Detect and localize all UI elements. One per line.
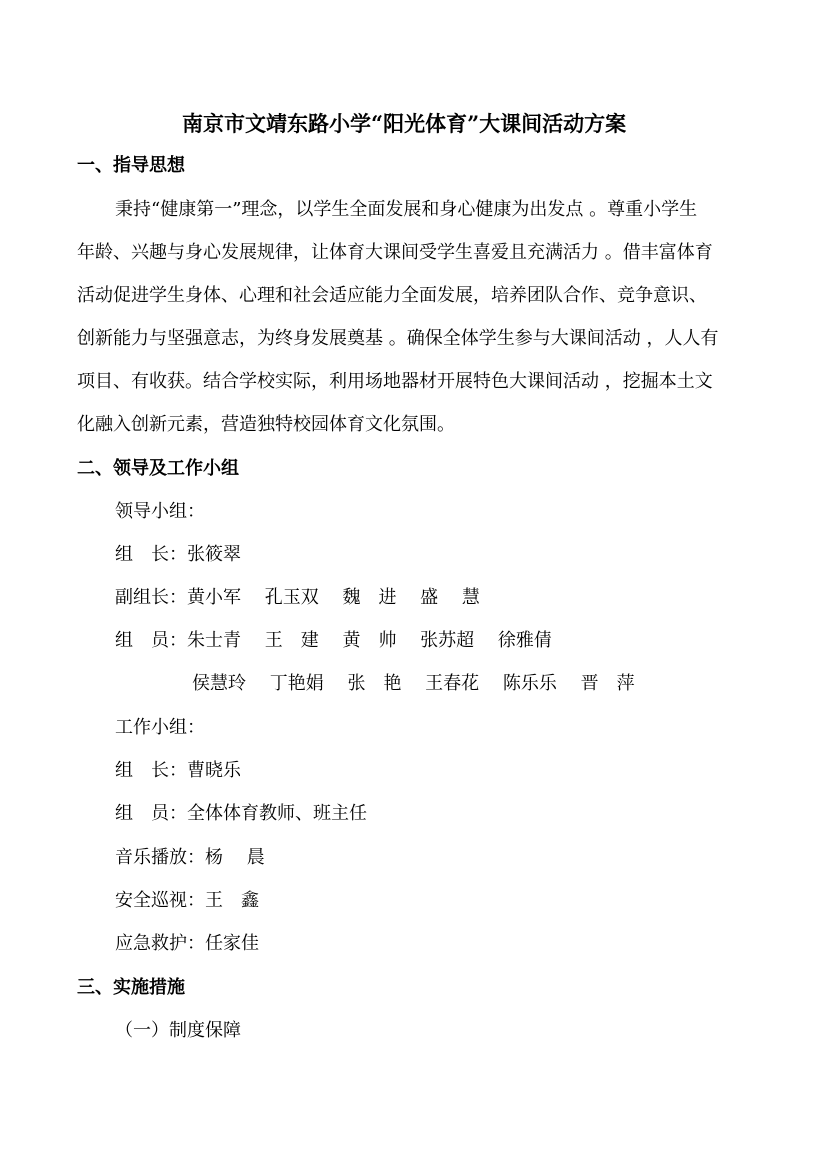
paragraph-line: 项目、有收获。结合学校实际，利用场地器材开展特色大课间活动 ，挖掘本土文 (77, 371, 713, 392)
paragraph-line: 创新能力与坚强意志，为终身发展奠基 。确保全体学生参与大课间活动 ，人人有 (77, 328, 719, 349)
music-line: 音乐播放：杨 晨 (115, 847, 265, 868)
paragraph-line: 秉持“健康第一”理念，以学生全面发展和身心健康为出发点 。尊重小学生 (115, 199, 698, 220)
paragraph-line: 年龄、兴趣与身心发展规律，让体育大课间受学生喜爱且充满活力 。借丰富体育 (77, 242, 713, 263)
leader-group-label: 领导小组： (115, 501, 205, 522)
paragraph-line: 化融入创新元素，营造独特校园体育文化氛围。 (77, 414, 455, 435)
subsection-heading: （一）制度保障 (115, 1020, 241, 1041)
work-members-line: 组 员：全体体育教师、班主任 (115, 803, 367, 824)
work-group-label: 工作小组： (115, 717, 205, 738)
work-leader-line: 组 长：曹晓乐 (115, 760, 241, 781)
members-line-continued: 侯慧玲 丁艳娟 张 艳 王春花 陈乐乐 晋 萍 (192, 673, 635, 694)
section-2-heading: 二、领导及工作小组 (77, 458, 239, 479)
section-1-heading: 一、指导思想 (77, 155, 185, 176)
vice-leaders-line: 副组长：黄小军 孔玉双 魏 进 盛 慧 (115, 587, 480, 608)
section-3-heading: 三、实施措施 (77, 977, 185, 998)
leader-line: 组 长：张筱翠 (115, 544, 241, 565)
document-title: 南京市文靖东路小学“阳光体育”大课间活动方案 (182, 111, 627, 136)
members-line: 组 员：朱士青 王 建 黄 帅 张苏超 徐雅倩 (115, 630, 552, 651)
paragraph-line: 活动促进学生身体、心理和社会适应能力全面发展，培养团队合作、竞争意识、 (77, 285, 707, 306)
emergency-line: 应急救护：任家佳 (115, 933, 259, 954)
safety-line: 安全巡视：王 鑫 (115, 890, 259, 911)
